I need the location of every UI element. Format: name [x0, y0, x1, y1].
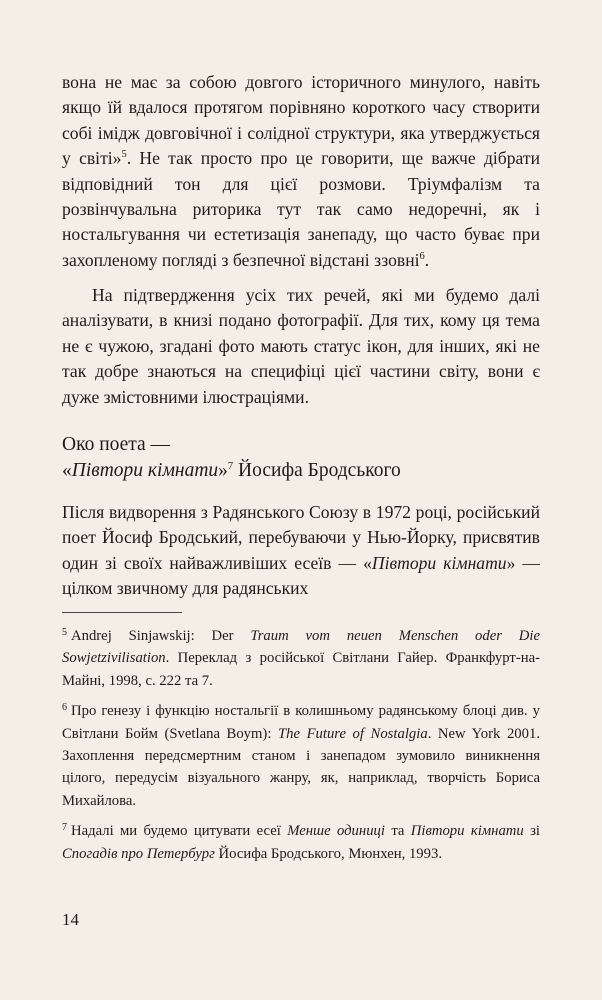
footnote-ref-6: 6 — [419, 250, 425, 262]
body-paragraph-2: На підтвердження усіх тих речей, які ми будемо далі аналізувати, в книзі подано фотографії. Для тих, кому ця тема не є чужою, згадані фото мають статус ікон, для інших, які не так добре знаються на специфіці цієї частини світу, вони є дуже змістовними ілюстраціями. — [62, 285, 540, 407]
paragraph-1-text-b: . Не так просто про це говорити, ще важче дібрати відповідний тон для цієї розмови. Тріумфалізм та розвінчувальна риторика тут так само недоречні, як і ностальгування чи естетизація занепаду, що часто буває при захопленому погляді з безпечної відстані ззовні — [62, 148, 541, 270]
footnote-divider — [62, 612, 182, 613]
footnote-6: $^6$ Про генезу і функцію ностальгії в колишньому радянському блоці див. у Світлани Бойм (Svetlana Boym): The Future of Nostalgia. New York 2001. Захоплення передсмертним станом і занепадом зумовило виникнення цілого, передусім візуального жанру, як, наприклад, творчість Бориса Михайлова. — [62, 702, 540, 809]
paragraph-1-text-end: . — [424, 249, 430, 270]
page-number: 14 — [62, 910, 79, 929]
footnote-7: $^7$ Надалі ми будемо цитувати есеї Менше одиниці та Півтори кімнати зі Спогадів про Петербург Йосифа Бродського, Мюнхен, 1993. — [62, 822, 541, 862]
footnote-ref-7: 7 — [227, 461, 234, 472]
footnotes — [62, 622, 540, 870]
paragraph-1-text-a: вона не має за собою довгого історичного минулого, навіть якщо їй вдалося протягом порівняно короткого часу створити собі імідж довговічної і солідної структури, яка утверджується у світі» — [62, 72, 540, 169]
section-heading — [62, 432, 540, 484]
heading-line-1: Око поета — — [62, 434, 171, 455]
essay-title-italic: Півтори кімнати — [371, 552, 507, 573]
footnote-5: $^5$ Andrej Sinjawskij: Der Traum vom neuen Menschen oder Die Sowjetzivilisation. Переклад з російської Світлани Гайер. Франкфурт-на-Майні, 1998, с. 222 та 7. — [62, 627, 541, 689]
heading-line-2: «Півтори кімнати»$^7$ Йосифа Бродського — [62, 460, 401, 481]
body-paragraph-1 — [62, 70, 540, 273]
body-paragraph-3: Після видворення з Радянського Союзу в 1972 році, російський поет Йосиф Бродський, перебуваючи у Нью-Йорку, присвятив один зі своїх найважливіших есеїв — «Півтори кімнати» — цілком звичному для радянських — [62, 502, 540, 599]
heading-title-italic: Півтори кімнати — [71, 460, 219, 481]
footnote-ref-5: 5 — [121, 149, 127, 161]
